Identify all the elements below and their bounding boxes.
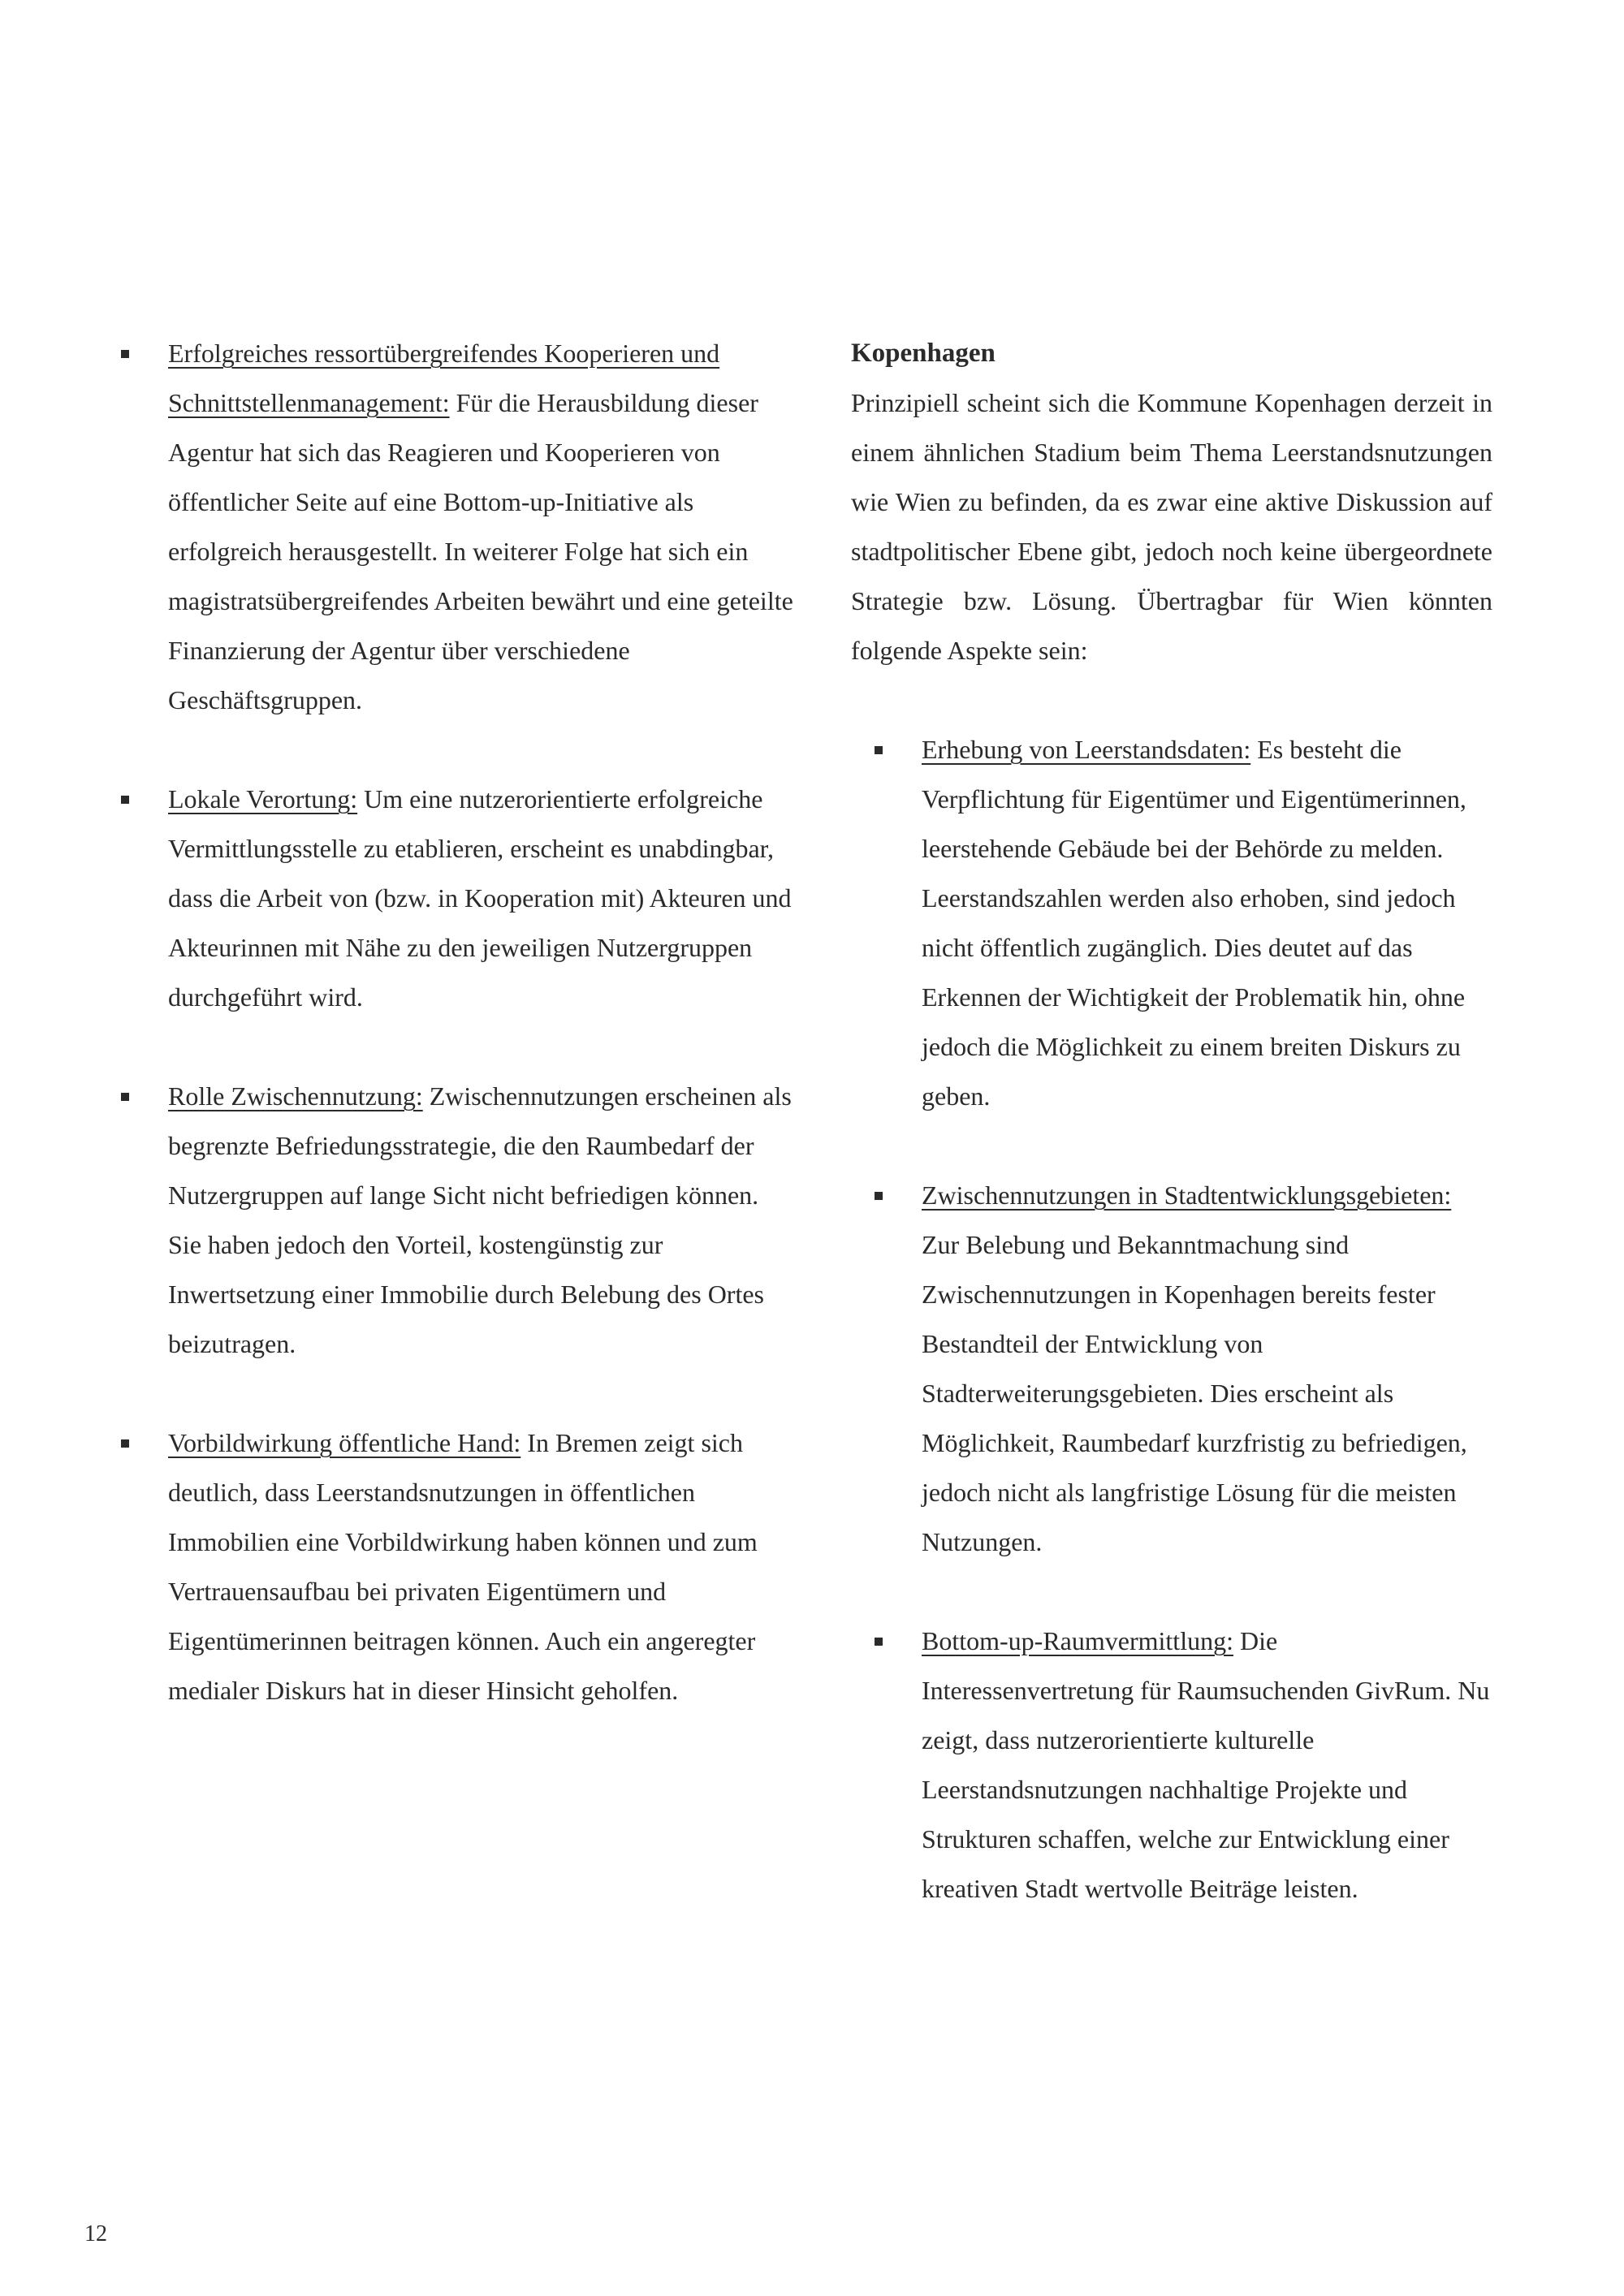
list-item-text bbox=[168, 329, 793, 725]
right-column bbox=[851, 329, 1492, 1963]
left-column bbox=[168, 329, 793, 1765]
list-item-body: Zwischennutzungen erscheinen als begrenzte Befriedungsstrategie, die den Raumbedarf der Nutzergruppen auf lange Sicht nicht befriedigen können. Sie haben jedoch den Vorteil, kostengünstig zur Inwertsetzung einer Immobilie durch Belebung des Ortes beizutragen. bbox=[168, 1081, 792, 1358]
bullet-square-icon bbox=[875, 1638, 883, 1646]
list-item bbox=[168, 775, 793, 1022]
list-item-body: Um eine nutzerorientierte erfolgreiche Vermittlungsstelle zu etablieren, erscheint es unabdingbar, dass die Arbeit von (bzw. in Kooperation mit) Akteuren und Akteurinnen mit Nähe zu den jeweiligen Nutzergruppen durchgeführt wird. bbox=[168, 784, 792, 1012]
list-item-title: Erhebung von Leerstandsdaten: bbox=[922, 735, 1251, 764]
intro-paragraph: Prinzipiell scheint sich die Kommune Kopenhagen derzeit in einem ähnlichen Stadium beim Thema Leerstandsnutzungen wie Wien zu befinden, da es zwar eine aktive Diskussion auf stadtpolitischer Ebene gibt, jedoch noch keine übergeordnete Strategie bzw. Lösung. Übertragbar für Wien könnten folgende Aspekte sein: bbox=[851, 388, 1492, 665]
list-item-text bbox=[168, 1418, 793, 1716]
list-item-text bbox=[922, 725, 1492, 1121]
list-item bbox=[168, 329, 793, 725]
list-item-body: Die Interessenvertretung für Raumsuchenden GivRum. Nu zeigt, dass nutzerorientierte kulturelle Leerstandsnutzungen nachhaltige Projekte und Strukturen schaffen, welche zur Entwicklung einer kreativen Stadt wertvolle Beiträge leisten. bbox=[922, 1626, 1490, 1903]
list-item-title: Rolle Zwischennutzung: bbox=[168, 1081, 423, 1111]
bullet-square-icon bbox=[121, 796, 129, 804]
list-item bbox=[168, 1072, 793, 1369]
list-item bbox=[168, 1418, 793, 1716]
bullet-square-icon bbox=[875, 1192, 883, 1200]
list-item-title: Bottom-up-Raumvermittlung: bbox=[922, 1626, 1233, 1655]
list-item-text bbox=[168, 775, 793, 1022]
page-number: 12 bbox=[84, 2221, 107, 2246]
list-item-title: Lokale Verortung: bbox=[168, 784, 358, 814]
bullet-square-icon bbox=[121, 350, 129, 358]
section-heading: Kopenhagen bbox=[851, 339, 996, 368]
bullet-square-icon bbox=[121, 1093, 129, 1101]
list-item-title: Vorbildwirkung öffentliche Hand: bbox=[168, 1428, 521, 1457]
right-bullet-list bbox=[922, 725, 1492, 1914]
list-item-body: Es besteht die Verpflichtung für Eigentümer und Eigentümerinnen, leerstehende Gebäude bei der Behörde zu melden. Leerstandszahlen werden also erhoben, sind jedoch nicht öffentlich zugänglich. Dies deutet auf das Erkennen der Wichtigkeit der Problematik hin, ohne jedoch die Möglichkeit zu einem breiten Diskurs zu geben. bbox=[922, 735, 1466, 1111]
list-item-title: Erfolgreiches ressortübergreifendes Kooperieren und Schnittstellenmanagement: bbox=[168, 339, 720, 417]
list-item-body: Für die Herausbildung dieser Agentur hat sich das Reagieren und Kooperieren von öffentlicher Seite auf eine Bottom-up-Initiative als erfolgreich herausgestellt. In weiterer Folge hat sich ein magistratsübergreifendes Arbeiten bewährt und eine geteilte Finanzierung der Agentur über verschiedene Geschäftsgruppen. bbox=[168, 388, 793, 714]
list-item-title: Zwischennutzungen in Stadtentwicklungsgebieten: bbox=[922, 1180, 1452, 1210]
bullet-square-icon bbox=[875, 746, 883, 754]
list-item-body: Zur Belebung und Bekanntmachung sind Zwischennutzungen in Kopenhagen bereits fester Bestandteil der Entwicklung von Stadterweiterungsgebieten. Dies erscheint als Möglichkeit, Raumbedarf kurzfristig zu befriedigen, jedoch nicht als langfristige Lösung für die meisten Nutzungen. bbox=[922, 1230, 1467, 1556]
list-item-body: In Bremen zeigt sich deutlich, dass Leerstandsnutzungen in öffentlichen Immobilien eine Vorbildwirkung haben können und zum Vertrauensaufbau bei privaten Eigentümern und Eigentümerinnen beitragen können. Auch ein angeregter medialer Diskurs hat in dieser Hinsicht geholfen. bbox=[168, 1428, 758, 1705]
list-item bbox=[922, 725, 1492, 1121]
bullet-square-icon bbox=[121, 1439, 129, 1448]
list-item-text bbox=[922, 1171, 1492, 1567]
list-item-text bbox=[168, 1072, 793, 1369]
list-item-text bbox=[922, 1616, 1492, 1914]
list-item bbox=[922, 1171, 1492, 1567]
list-item bbox=[922, 1616, 1492, 1914]
